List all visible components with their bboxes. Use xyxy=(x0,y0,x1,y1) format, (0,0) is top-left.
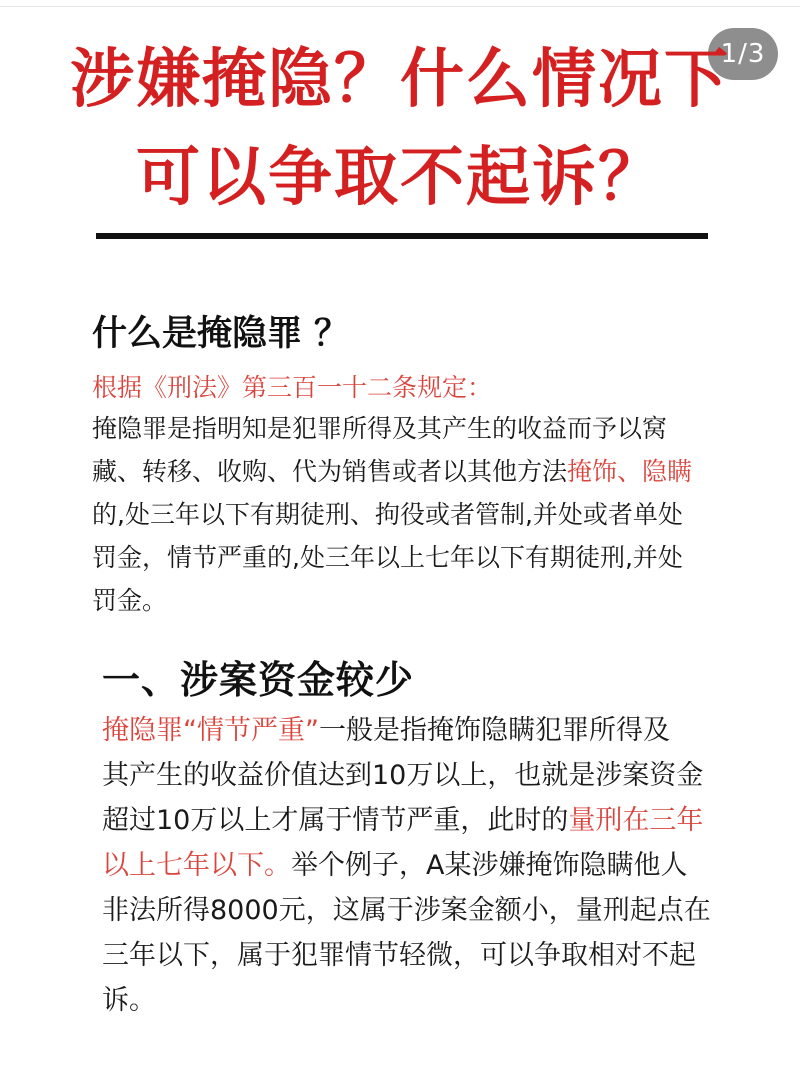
section1-line xyxy=(102,848,687,884)
section1-line xyxy=(102,803,703,839)
section1-text: 其产生的收益价值达到10万以上，也就是涉案资金 xyxy=(102,760,704,791)
section1-text: 超过10万以上才属于情节严重，此时的 xyxy=(102,805,569,836)
section1-highlight: 掩隐罪“情节严重” xyxy=(102,715,319,746)
section1-line xyxy=(102,758,703,794)
section1-text: 举个例子，A某涉嫌掩饰隐瞒他人 xyxy=(291,850,688,881)
definition-highlight: 掩饰、隐瞒 xyxy=(567,457,693,486)
section1-highlight: 量刑在三年 xyxy=(568,805,704,836)
definition-heading-text: 什么是掩隐罪 xyxy=(92,314,303,354)
section1-line xyxy=(102,938,696,974)
section1-text: 诉。 xyxy=(102,985,156,1016)
section1-line xyxy=(102,893,711,929)
definition-line xyxy=(92,542,683,574)
section1-text: 一般是指掩饰隐瞒犯罪所得及 xyxy=(318,715,670,746)
section1-highlight: 以上七年以下。 xyxy=(102,850,291,881)
section1-line xyxy=(102,713,670,749)
definition-text: 掩隐罪是指明知是犯罪所得及其产生的收益而予以窝 xyxy=(92,414,668,443)
section1-heading: 一、涉案资金较少 xyxy=(102,658,415,702)
law-reference: 根据《刑法》第三百一十二条规定： xyxy=(92,373,493,402)
page-indicator: 1/3 xyxy=(708,28,778,80)
top-divider xyxy=(0,6,800,7)
definition-text: 罚金。 xyxy=(92,586,168,615)
definition-text: 藏、转移、收购、代为销售或者以其他方法 xyxy=(92,457,568,486)
definition-line xyxy=(92,499,683,531)
section1-line xyxy=(102,983,156,1019)
definition-line xyxy=(92,413,667,445)
definition-text: 罚金，情节严重的,处三年以上七年以下有期徒刑,并处 xyxy=(92,543,683,572)
title-line-2: 可以争取不起诉？ xyxy=(136,141,664,215)
definition-heading xyxy=(92,312,349,356)
definition-line xyxy=(92,456,692,488)
definition-line xyxy=(92,585,167,617)
section1-text: 非法所得8000元，这属于涉案金额小，量刑起点在 xyxy=(102,895,711,926)
title-line-1: 涉嫌掩隐？什么情况下 xyxy=(70,43,730,117)
section1-text: 三年以下，属于犯罪情节轻微，可以争取相对不起 xyxy=(102,940,696,971)
definition-heading-mark: ？ xyxy=(314,314,350,354)
definition-text: 的,处三年以下有期徒刑、拘役或者管制,并处或者单处 xyxy=(92,500,683,529)
title-underline xyxy=(96,233,708,239)
